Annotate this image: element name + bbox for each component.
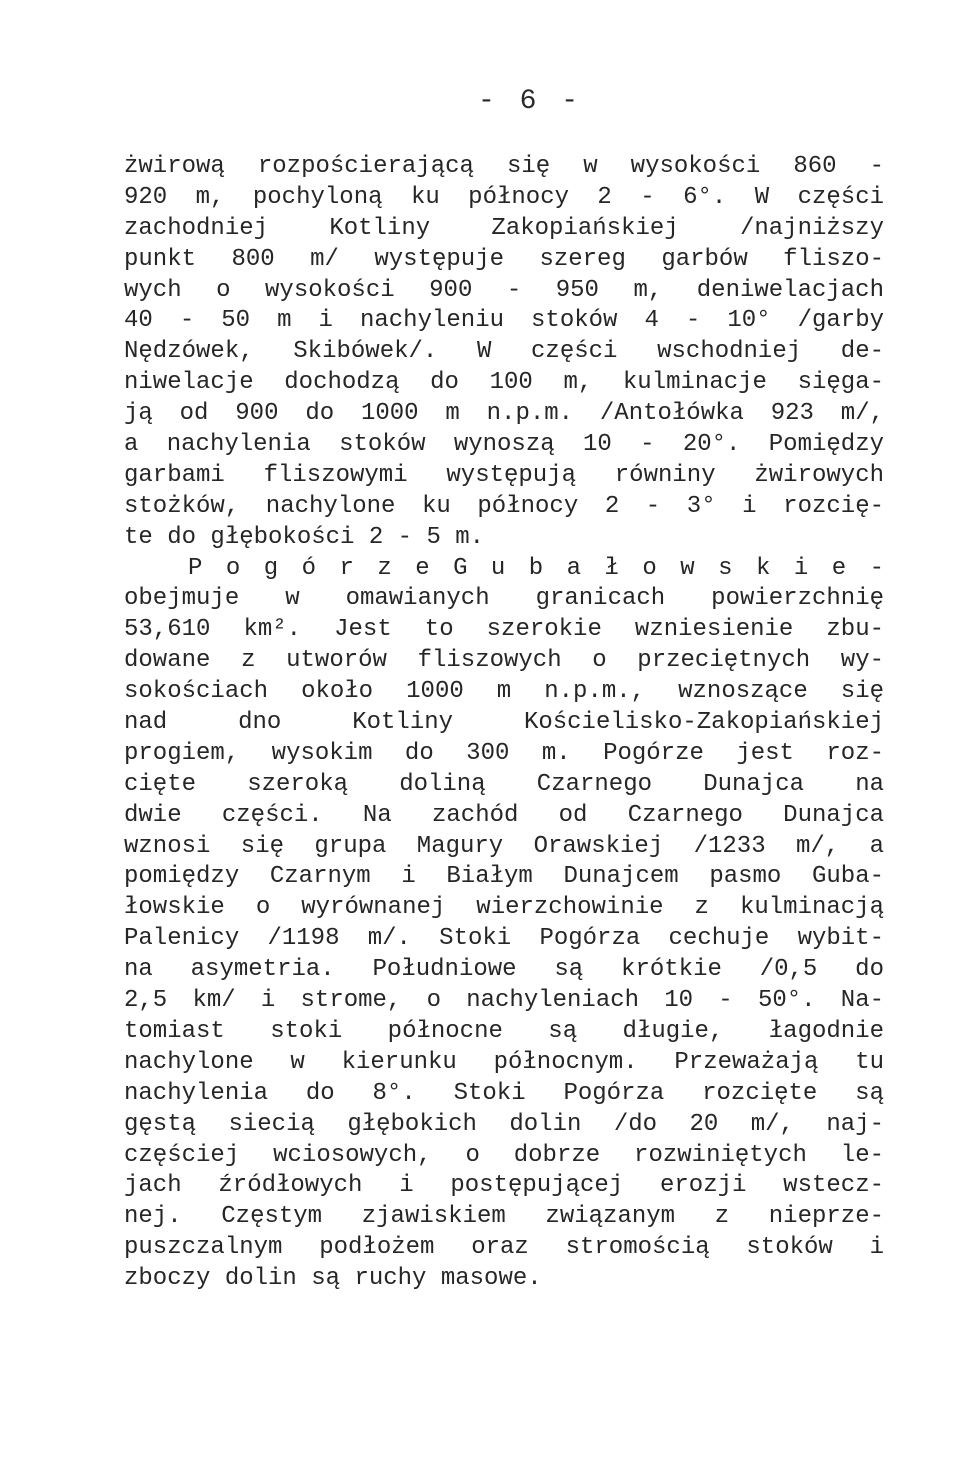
text-line: 2,5 km/ i strome, o nachyleniach 10 - 50°. Na- — [124, 987, 884, 1015]
text-line: pomiędzy Czarnym i Białym Dunajcem pasmo Guba- — [124, 863, 884, 891]
text-line: gęstą siecią głębokich dolin /do 20 m/, naj- — [124, 1110, 884, 1138]
text-line: progiem, wysokim do 300 m. Pogórze jest roz- — [124, 739, 884, 767]
text-line: nachylenia do 8°. Stoki Pogórza rozcięte są — [124, 1079, 884, 1107]
text-line: wznosi się grupa Magury Orawskiej /1233 m/, a — [124, 832, 884, 860]
text-line: Nędzówek, Skibówek/. W części wschodniej de- — [124, 338, 884, 366]
text-line: stożków, nachylone ku północy 2 - 3° i rozcię- — [124, 492, 884, 520]
text-line: żwirową rozpościerającą się w wysokości 860 - — [124, 153, 884, 180]
text-line: te do głębokości 2 - 5 m. — [124, 523, 485, 551]
section-heading-line: P o g ó r z e G u b a ł o w s k i e - — [188, 554, 884, 582]
text-line: garbami fliszowymi występują równiny żwirowych — [124, 461, 884, 489]
text-line: sokościach około 1000 m n.p.m., wznoszące się — [124, 678, 884, 706]
text-line: nad dno Kotliny Kościelisko-Zakopiańskiej — [124, 709, 884, 737]
text-line: punkt 800 m/ występuje szereg garbów fliszo- — [124, 245, 884, 273]
text-line: zboczy dolin są ruchy masowe. — [124, 1265, 542, 1293]
text-line: 53,610 km². Jest to szerokie wzniesienie zbu- — [124, 616, 884, 644]
text-line: nej. Częstym zjawiskiem związanym z nieprze- — [124, 1203, 884, 1231]
text-line: nachylone w kierunku północnym. Przeważają tu — [124, 1048, 884, 1076]
text-line: niwelacje dochodzą do 100 m, kulminacje sięga- — [124, 369, 884, 397]
text-line: dwie części. Na zachód od Czarnego Dunajca — [124, 801, 884, 829]
text-line: jach źródłowych i postępującej erozji wstecz- — [124, 1172, 884, 1200]
text-line: puszczalnym podłożem oraz stromością stoków i — [124, 1234, 884, 1262]
text-line: częściej wciosowych, o dobrze rozwiniętych le- — [124, 1141, 884, 1169]
text-line: 920 m, pochyloną ku północy 2 - 6°. W części — [124, 183, 884, 211]
text-line: tomiast stoki północne są długie, łagodnie — [124, 1017, 884, 1045]
body-text — [124, 152, 884, 1295]
text-line: 40 - 50 m i nachyleniu stoków 4 - 10° /garby — [124, 307, 884, 335]
text-line: a nachylenia stoków wynoszą 10 - 20°. Pomiędzy — [124, 431, 884, 459]
page-number: - 6 - — [477, 86, 582, 117]
text-line: ją od 900 do 1000 m n.p.m. /Antołówka 923 m/, — [124, 400, 884, 428]
text-line: dowane z utworów fliszowych o przeciętnych wy- — [124, 647, 884, 675]
text-line: Palenicy /1198 m/. Stoki Pogórza cechuje wybit- — [124, 925, 884, 953]
text-line: wych o wysokości 900 - 950 m, deniwelacjach — [124, 276, 884, 304]
text-line: obejmuje w omawianych granicach powierzchnię — [124, 585, 884, 613]
text-line: cięte szeroką doliną Czarnego Dunajca na — [124, 770, 884, 798]
text-line: na asymetria. Południowe są krótkie /0,5 do — [124, 956, 884, 984]
text-line: zachodniej Kotliny Zakopiańskiej /najniższy — [124, 214, 884, 242]
text-line: łowskie o wyrównanej wierzchowinie z kulminacją — [124, 894, 884, 922]
